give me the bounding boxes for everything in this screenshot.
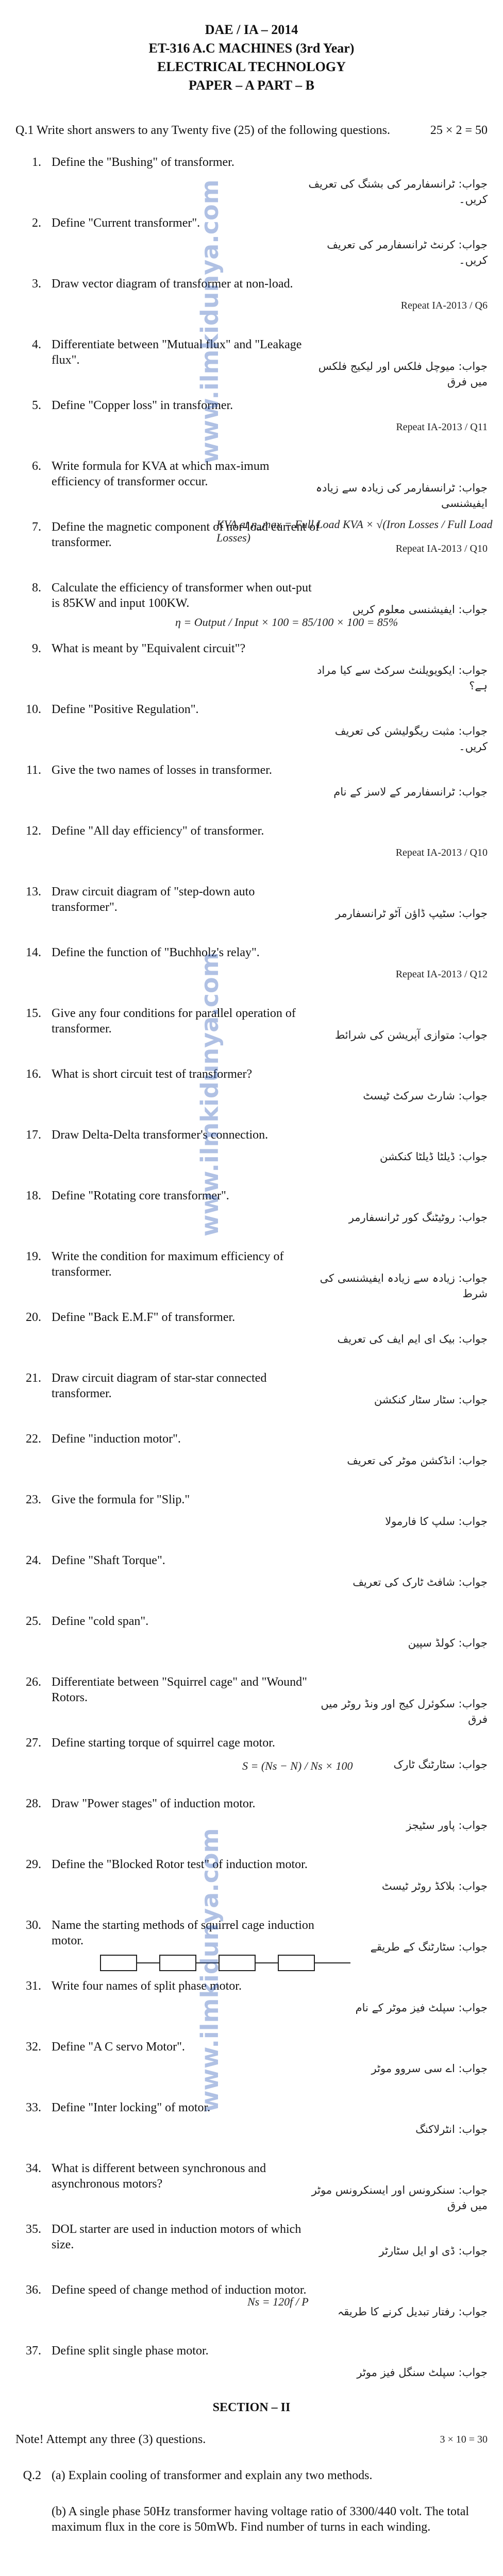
paper-header bbox=[0, 0, 503, 95]
question-text: Define split single phase motor. bbox=[52, 2344, 209, 2358]
question-number: 25. bbox=[26, 1615, 41, 1628]
watermark-2: www.ilmkidunya.com bbox=[196, 952, 224, 1236]
instructions-text: Q.1 Write short answers to any Twenty five (25) of the following questions. bbox=[15, 124, 391, 137]
question-number: 28. bbox=[26, 1797, 41, 1810]
question-number: 13. bbox=[26, 885, 41, 899]
question-text: Define the function of "Buchholz's relay". bbox=[52, 946, 260, 959]
question-number: 33. bbox=[26, 2101, 41, 2114]
question-number: 29. bbox=[26, 1858, 41, 1871]
question-text: Define speed of change method of induction motor. bbox=[52, 2283, 307, 2297]
answer-text: جواب: کرنٹ ٹرانسفارمر کی تعریف کریں۔ bbox=[327, 239, 488, 266]
question-part-a: (a) Explain cooling of transformer and explain any two methods. bbox=[52, 2469, 373, 2482]
answer-text: جواب: ایکویویلنٹ سرکٹ سے کیا مراد ہے؟ bbox=[317, 664, 488, 692]
section2-title: SECTION – II bbox=[212, 2401, 291, 2414]
answer-text: جواب: شارٹ سرکٹ ٹیسٹ bbox=[363, 1090, 488, 1102]
question-number: 18. bbox=[26, 1189, 41, 1202]
question-number: 12. bbox=[26, 824, 41, 838]
question-text: Define the "Blocked Rotor test" of induction motor. bbox=[52, 1858, 308, 1871]
question-text: DOL starter are used in induction motors of which size. bbox=[52, 2223, 301, 2251]
question-text: What is meant by "Equivalent circuit"? bbox=[52, 642, 246, 655]
question-number: 2. bbox=[32, 216, 41, 230]
answer-text: جواب: مثبت ریگولیشن کی تعریف کریں۔ bbox=[334, 725, 488, 753]
answer-text: جواب: بیک ای ایم ایف کی تعریف bbox=[337, 1333, 488, 1345]
question-number: 20. bbox=[26, 1311, 41, 1324]
question-number: 35. bbox=[26, 2223, 41, 2236]
question-text: Write the condition for maximum efficiency of transformer. bbox=[52, 1250, 284, 1279]
question-text: Draw circuit diagram of "step-down auto transformer". bbox=[52, 885, 255, 914]
header-line-4: PAPER – A PART – B bbox=[189, 78, 314, 93]
answer-text: جواب: پاور سٹیجز bbox=[406, 1819, 488, 1832]
question-text: What is short circuit test of transformer? bbox=[52, 1067, 253, 1081]
question-number: 37. bbox=[26, 2344, 41, 2358]
answer-text: جواب: ڈیلٹا ڈیلٹا کنکشن bbox=[380, 1150, 488, 1163]
question-text: Define "All day efficiency" of transformer. bbox=[52, 824, 264, 838]
question-text: Define "Shaft Torque". bbox=[52, 1554, 165, 1567]
question-number: 36. bbox=[26, 2283, 41, 2297]
answer-text: جواب: ایفیشنسی معلوم کریں bbox=[352, 603, 488, 616]
question-text: Give any four conditions for parallel operation of transformer. bbox=[52, 1007, 296, 1036]
question-text: Differentiate between "Squirrel cage" and "Wound" Rotors. bbox=[52, 1675, 307, 1704]
question-number: 14. bbox=[26, 946, 41, 959]
answer-text: جواب: سنکرونس اور ایسنکرونس موٹر میں فرق bbox=[311, 2184, 488, 2212]
header-line-1: DAE / IA – 2014 bbox=[205, 22, 298, 37]
question-text: What is different between synchronous and asynchronous motors? bbox=[52, 2162, 266, 2191]
question-number: 24. bbox=[26, 1554, 41, 1567]
question-number: 5. bbox=[32, 399, 41, 412]
answer-text: جواب: سٹارٹنگ ٹارک bbox=[393, 1758, 488, 1771]
formula-efficiency: η = Output / Input × 100 = 85/100 × 100 = 85% bbox=[175, 616, 398, 629]
question-number: 17. bbox=[26, 1128, 41, 1142]
section1-instructions bbox=[15, 124, 488, 138]
answer-text: جواب: رفتار تبدیل کرنے کا طریقہ bbox=[337, 2306, 488, 2318]
question-number: 19. bbox=[26, 1250, 41, 1263]
answer-reference: Repeat IA-2013 / Q6 bbox=[400, 300, 488, 311]
question-text: Draw vector diagram of transformer at non-load. bbox=[52, 277, 293, 291]
answer-text: جواب: شافٹ ٹارک کی تعریف bbox=[353, 1576, 488, 1588]
formula-slip: S = (Ns − N) / Ns × 100 bbox=[242, 1759, 353, 1772]
answer-text: جواب: سلپ کا فارمولا bbox=[385, 1515, 488, 1528]
question-text: Name the starting methods of squirrel cage induction motor. bbox=[52, 1919, 314, 1947]
question-number: 7. bbox=[32, 520, 41, 534]
answer-text: جواب: روٹیٹنگ کور ٹرانسفارمر bbox=[348, 1211, 488, 1224]
question-text: Define "Current transformer". bbox=[52, 216, 200, 230]
answer-text: جواب: سکوئرل کیج اور ونڈ روٹر میں فرق bbox=[321, 1698, 488, 1725]
header-line-3: ELECTRICAL TECHNOLOGY bbox=[157, 59, 346, 74]
question-number: 23. bbox=[26, 1493, 41, 1506]
question-text: Draw circuit diagram of star-star connected transformer. bbox=[52, 1371, 267, 1400]
question-number: 27. bbox=[26, 1736, 41, 1750]
power-stages-diagram bbox=[98, 1947, 356, 1978]
answer-reference: Repeat IA-2013 / Q10 bbox=[395, 543, 488, 554]
answer-text: جواب: انڈکشن موٹر کی تعریف bbox=[347, 1454, 488, 1467]
question-number: 1. bbox=[32, 156, 41, 169]
question-number: Q.2 bbox=[23, 2469, 41, 2482]
question-text: Define the "Bushing" of transformer. bbox=[52, 156, 234, 169]
question-number: 4. bbox=[32, 338, 41, 351]
answer-text: جواب: ڈی او ایل سٹارٹر bbox=[379, 2245, 488, 2257]
question-number: 8. bbox=[32, 581, 41, 595]
question-number: 21. bbox=[26, 1371, 41, 1385]
question-part-b: (b) A single phase 50Hz transformer having voltage ratio of 3300/440 volt. The total maximum flux in the core is 50mWb. Find number of turns in each winding. bbox=[52, 2505, 470, 2534]
question-text: Define "Positive Regulation". bbox=[52, 703, 199, 716]
question-text: Calculate the efficiency of transformer when out-put is 85KW and input 100KW. bbox=[52, 581, 312, 610]
question-text: Write four names of split phase motor. bbox=[52, 1979, 242, 1993]
answer-text: جواب: کولڈ سپین bbox=[408, 1637, 488, 1649]
question-text: Define "induction motor". bbox=[52, 1432, 181, 1446]
answer-text: جواب: سپلٹ سنگل فیز موٹر bbox=[357, 2366, 488, 2379]
question-number: 31. bbox=[26, 1979, 41, 1993]
question-text: Draw "Power stages" of induction motor. bbox=[52, 1797, 256, 1810]
answer-text: جواب: متوازی آپریشن کی شرائط bbox=[334, 1029, 488, 1041]
question-number: 9. bbox=[32, 642, 41, 655]
question-text: Define "Inter locking" of motor. bbox=[52, 2101, 211, 2114]
answer-text: جواب: سپلٹ فیز موٹر کے نام bbox=[355, 2002, 488, 2014]
section2-note-text: Note! Attempt any three (3) questions. bbox=[15, 2433, 206, 2446]
question-number: 26. bbox=[26, 1675, 41, 1689]
answer-reference: Repeat IA-2013 / Q11 bbox=[396, 421, 488, 433]
instructions-marks: 25 × 2 = 50 bbox=[430, 124, 488, 137]
answer-text: جواب: زیادہ سے زیادہ ایفیشنسی کی شرط bbox=[320, 1272, 488, 1300]
answer-reference: Repeat IA-2013 / Q12 bbox=[395, 969, 488, 980]
answer-reference: Repeat IA-2013 / Q10 bbox=[395, 847, 488, 858]
question-number: 16. bbox=[26, 1067, 41, 1081]
watermark-1: www.ilmkidunya.com bbox=[196, 179, 224, 464]
answer-text: جواب: سٹیپ ڈاؤن آٹو ٹرانسفارمر bbox=[335, 907, 488, 920]
question-text: Differentiate between "Mutual flux" and "Leakage flux". bbox=[52, 338, 302, 367]
question-text: Define "Rotating core transformer". bbox=[52, 1189, 229, 1202]
section2-marks: 3 × 10 = 30 bbox=[440, 2434, 488, 2445]
question-number: 15. bbox=[26, 1007, 41, 1020]
answer-text: جواب: سٹار سٹار کنکشن bbox=[374, 1394, 488, 1406]
answer-text: جواب: ٹرانسفارمر کی بشنگ کی تعریف کریں۔ bbox=[308, 178, 488, 206]
watermark-3: www.ilmkidunya.com bbox=[196, 1828, 224, 2112]
question-text: Define "Back E.M.F" of transformer. bbox=[52, 1311, 236, 1324]
answer-text: جواب: ٹرانسفارمر کی زیادہ سے زیادہ ایفیشنسی bbox=[315, 482, 488, 510]
answer-text: جواب: ٹرانسفارمر کے لاسز کے نام bbox=[333, 786, 488, 798]
question-text: Define "Copper loss" in transformer. bbox=[52, 399, 233, 412]
question-text: Define the magnetic component of nor-load current of transformer. bbox=[52, 520, 320, 549]
formula-sync-speed: Ns = 120f / P bbox=[247, 2295, 309, 2308]
question-text: Write formula for KVA at which max-imum efficiency of transformer occur. bbox=[52, 460, 270, 488]
question-text: Define "A C servo Motor". bbox=[52, 2040, 185, 2054]
question-number: 32. bbox=[26, 2040, 41, 2054]
answer-text: جواب: اے سی سروو موٹر bbox=[371, 2062, 488, 2075]
answer-text: جواب: سٹارٹنگ کے طریقے bbox=[370, 1941, 488, 1953]
header-line-2: ET-316 A.C MACHINES (3rd Year) bbox=[148, 41, 355, 56]
question-number: 34. bbox=[26, 2162, 41, 2175]
question-text: Define starting torque of squirrel cage motor. bbox=[52, 1736, 275, 1750]
question-text: Draw Delta-Delta transformer's connection. bbox=[52, 1128, 269, 1142]
question-number: 30. bbox=[26, 1919, 41, 1932]
answer-text: جواب: انٹرلاکنگ bbox=[415, 2123, 488, 2136]
question-text: Give the formula for "Slip." bbox=[52, 1493, 190, 1506]
question-number: 11. bbox=[26, 764, 41, 777]
question-number: 10. bbox=[26, 703, 41, 716]
question-number: 22. bbox=[26, 1432, 41, 1446]
question-text: Define "cold span". bbox=[52, 1615, 149, 1628]
question-text: Give the two names of losses in transformer. bbox=[52, 764, 272, 777]
answer-text: جواب: بلاکڈ روٹر ٹیسٹ bbox=[381, 1880, 488, 1892]
formula-kva: KVA at η_max = Full Load KVA × √(Iron Losses / Full Load Losses) bbox=[216, 518, 493, 544]
question-number: 3. bbox=[32, 277, 41, 291]
answer-text: جواب: میوچل فلکس اور لیکیج فلکس میں فرق bbox=[318, 360, 488, 388]
question-number: 6. bbox=[32, 460, 41, 473]
